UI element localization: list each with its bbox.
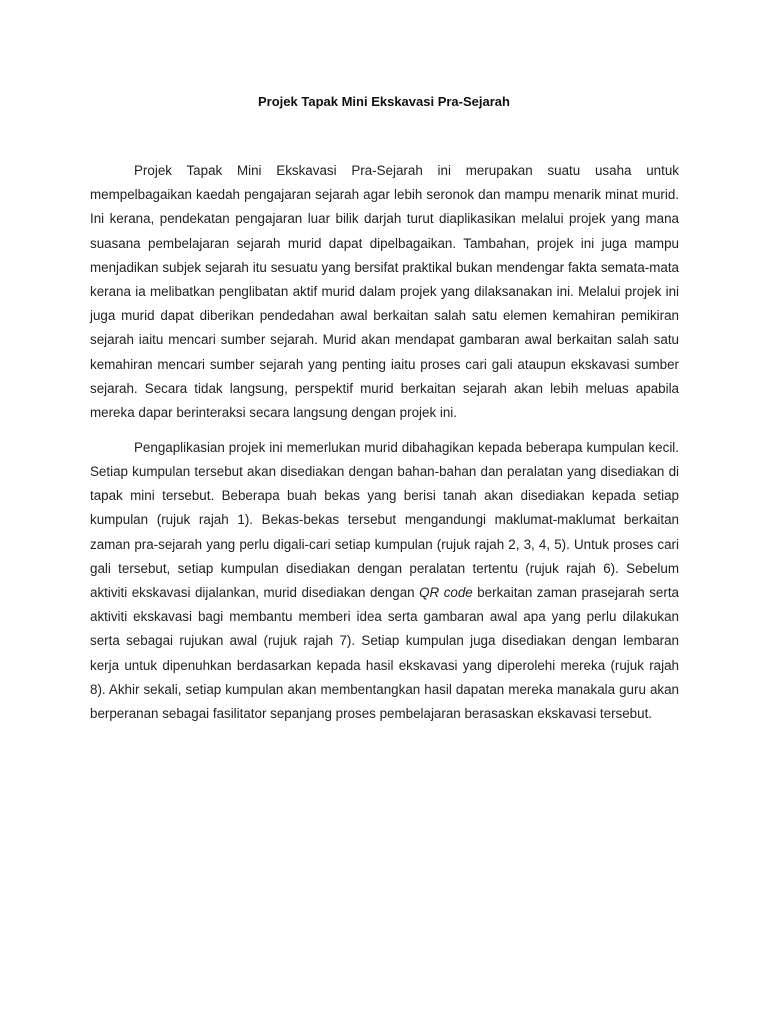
- paragraph-1: Projek Tapak Mini Ekskavasi Pra-Sejarah ini merupakan suatu usaha untuk mempelbagaikan kaedah pengajaran sejarah agar lebih seronok dan mampu menarik minat murid. Ini kerana, pendekatan pengajaran luar bilik darjah turut diaplikasikan melalui projek yang mana suasana pembelajaran sejarah murid dapat dipelbagaikan. Tambahan, projek ini juga mampu menjadikan subjek sejarah itu sesuatu yang bersifat praktikal bukan mendengar fakta semata-mata kerana ia melibatkan penglibatan aktif murid dalam projek yang dilaksanakan ini. Melalui projek ini juga murid dapat diberikan pendedahan awal berkaitan salah satu elemen kemahiran pemikiran sejarah iaitu mencari sumber sejarah. Murid akan mendapat gambaran awal berkaitan salah satu kemahiran mencari sumber sejarah yang penting iaitu proses cari gali ataupun ekskavasi sumber sejarah. Secara tidak langsung, perspektif murid berkaitan sejarah akan lebih meluas apabila mereka dapar berinteraksi secara langsung dengan projek ini.: [90, 163, 679, 421]
- paragraph-2-text-end: berkaitan zaman prasejarah serta aktiviti ekskavasi bagi membantu memberi idea serta gambaran awal apa yang perlu dilakukan serta sebagai rujukan awal (rujuk rajah 7). Setiap kumpulan juga disediakan dengan lembaran kerja untuk dipenuhkan berdasarkan kepada hasil ekskavasi yang diperolehi mereka (rujuk rajah 8). Akhir sekali, setiap kumpulan akan membentangkan hasil dapatan mereka manakala guru akan berperanan sebagai fasilitator sepanjang proses pembelajaran berasaskan ekskavasi tersebut.: [90, 584, 679, 721]
- document-title: Projek Tapak Mini Ekskavasi Pra-Sejarah: [258, 94, 510, 109]
- paragraph-2-text-start: Pengaplikasian projek ini memerlukan murid dibahagikan kepada beberapa kumpulan kecil. Setiap kumpulan tersebut akan disediakan dengan bahan-bahan dan peralatan yang disediakan di tapak mini tersebut. Beberapa buah bekas yang berisi tanah akan disediakan kepada setiap kumpulan (rujuk rajah 1). Bekas-bekas tersebut mengandungi maklumat-maklumat berkaitan zaman pra-sejarah yang perlu digali-cari setiap kumpulan (rujuk rajah 2, 3, 4, 5). Untuk proses cari gali tersebut, setiap kumpulan disediakan dengan peralatan tertentu (rujuk rajah 6). Sebelum aktiviti ekskavasi dijalankan, murid disediakan dengan: [90, 439, 679, 600]
- qr-code-term: QR code: [419, 584, 473, 600]
- paragraph-2: [90, 436, 679, 726]
- document-body: [90, 159, 679, 737]
